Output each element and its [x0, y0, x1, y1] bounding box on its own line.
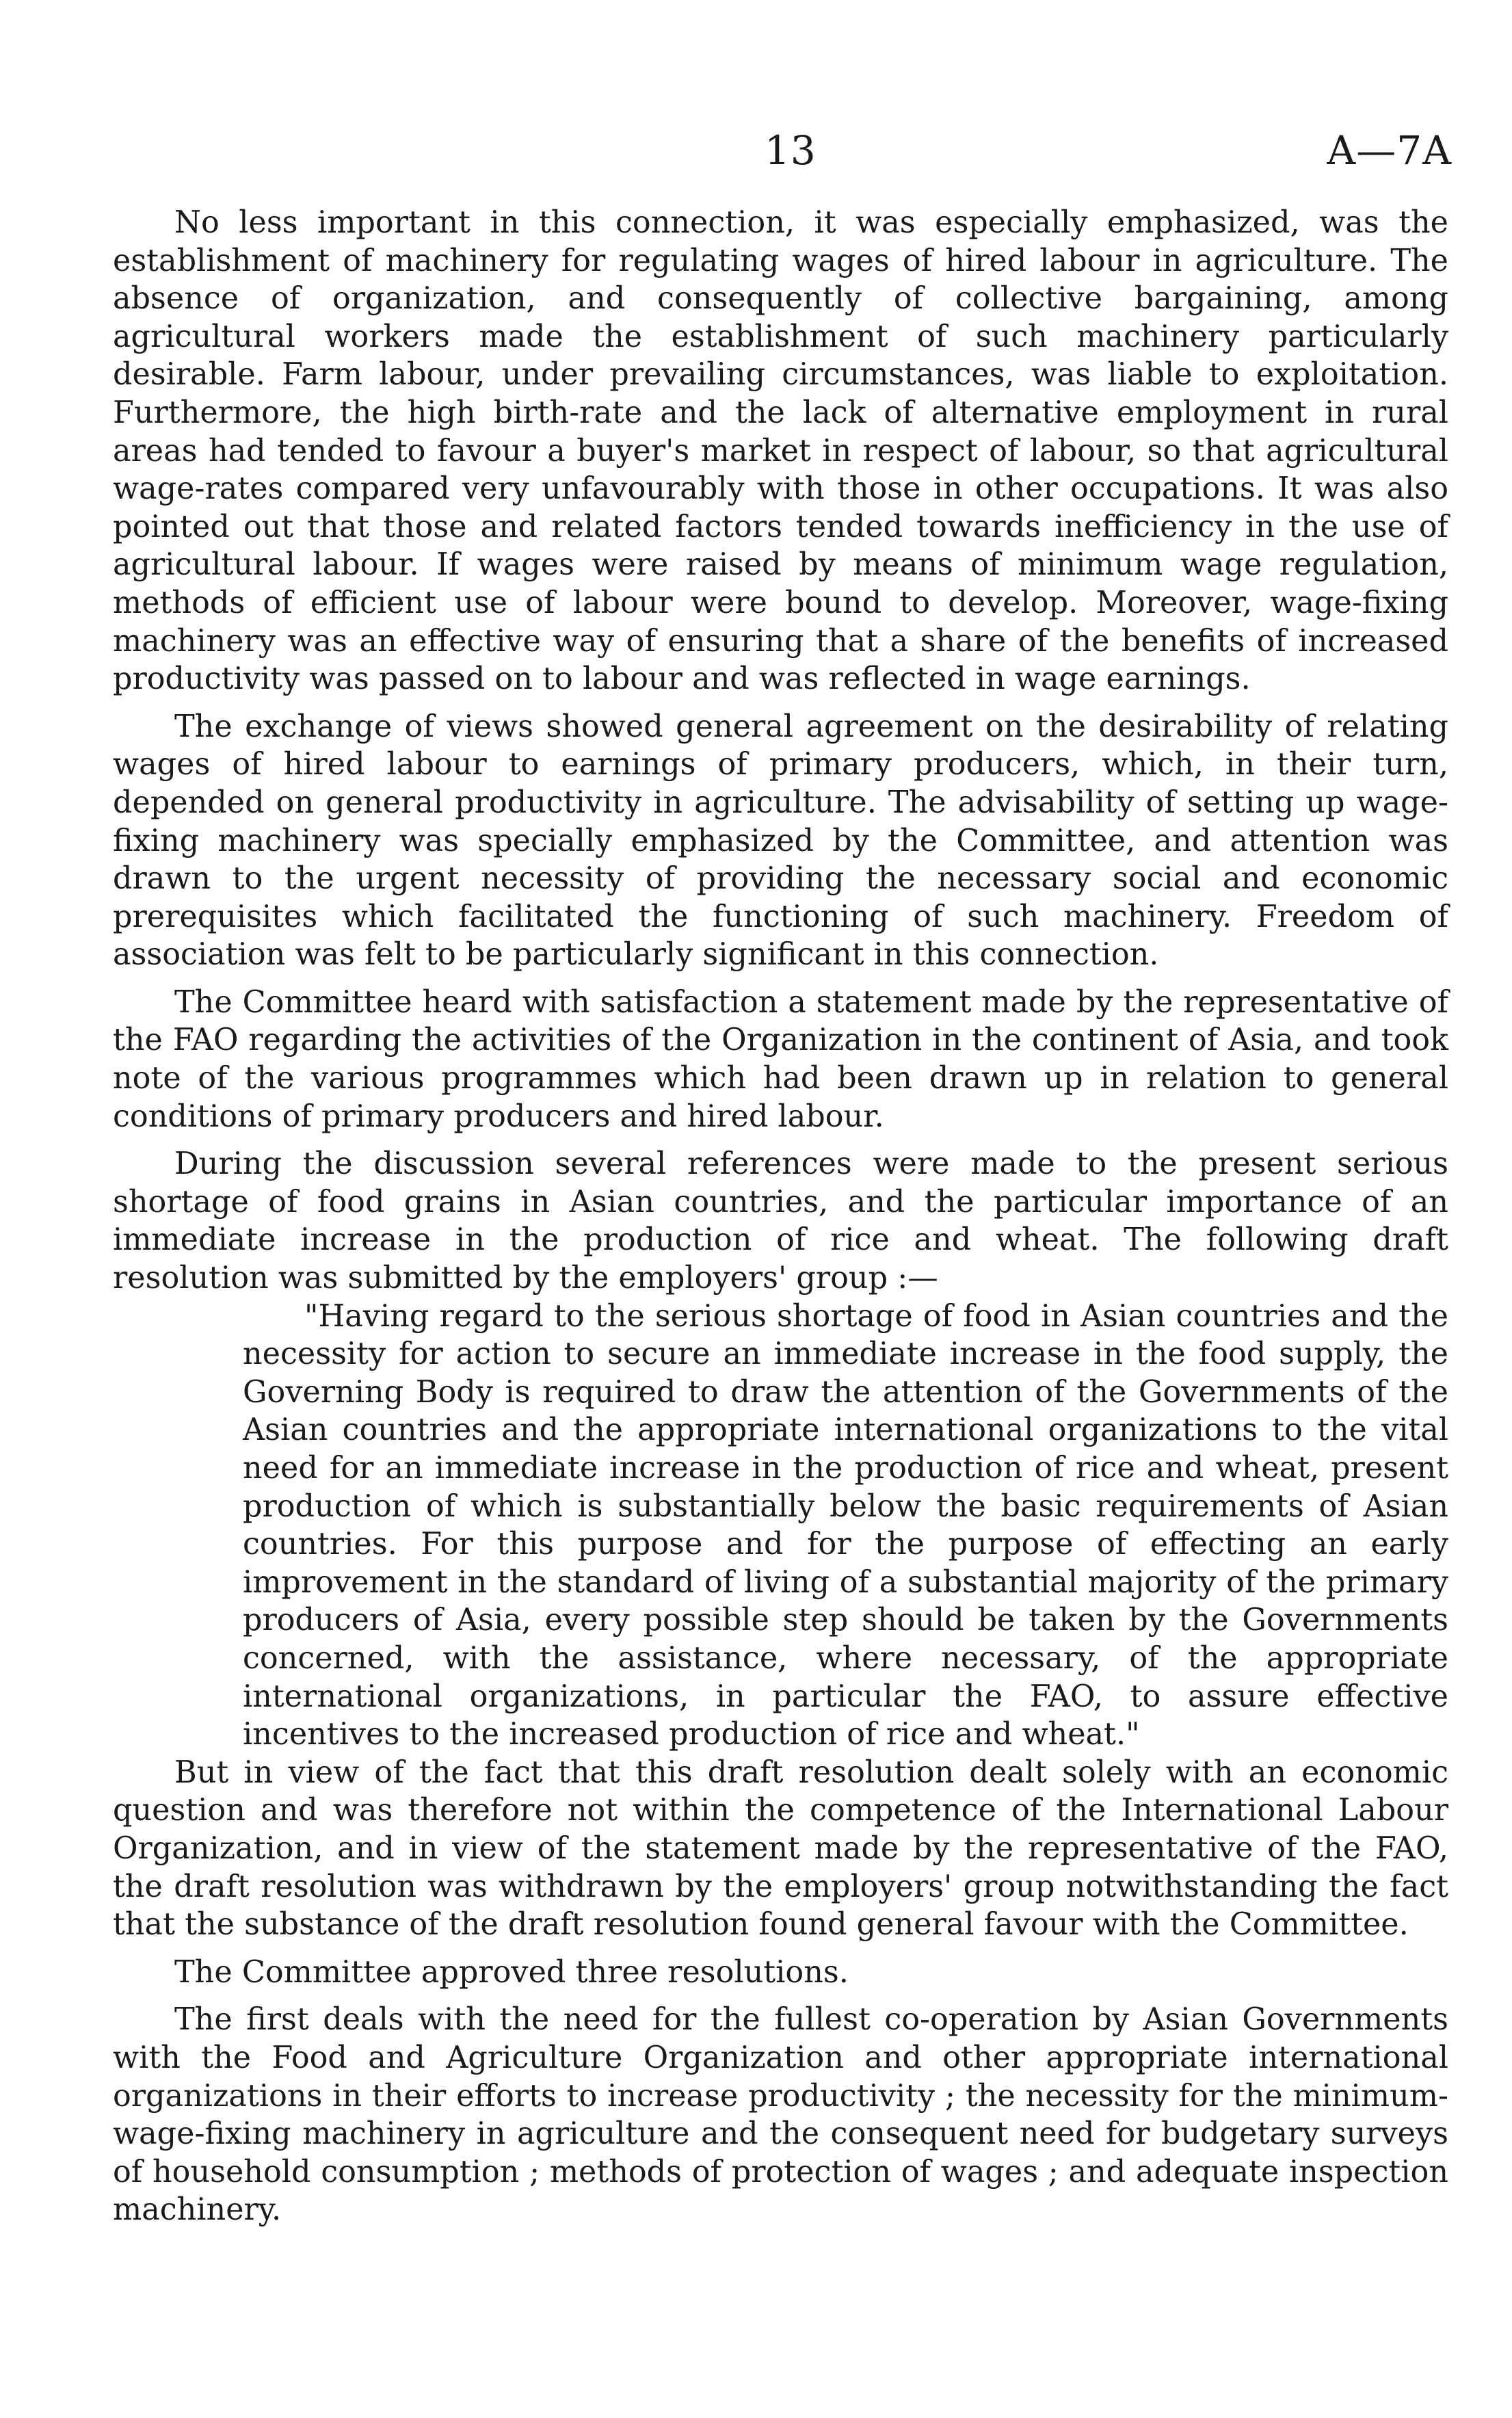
document-body — [113, 204, 1448, 2229]
draft-resolution-quote: "Having regard to the serious shortage of food in Asian countries and the necessity for action to secure an immediate increase in the food supply, the Governing Body is required to draw the attention of the Governments of the Asian countries and the appropriate international organizations to the vital need for an immediate increase in the production of rice and wheat, present production of which is substantially below the basic requirements of Asian countries. For this purpose and for the purpose of effecting an early improvement in the standard of living of a substantial majority of the primary producers of Asia, every possible step should be taken by the Governments concerned, with the assistance, where necessary, of the appropriate international organizations, in particular the FAO, to assure effective incentives to the increased production of rice and wheat." — [243, 1298, 1448, 1752]
paragraph-resolution-withdrawn: But in view of the fact that this draft resolution dealt solely with an economic question and was therefore not within the competence of the International Labour Organization, and in view of the statement made by the representative of the FAO, the draft resolution was withdrawn by the employers' group notwithstanding the fact that the substance of the draft resolution found general favour with the Committee. — [113, 1755, 1448, 1943]
paragraph-fao-statement: The Committee heard with satisfaction a statement made by the representative of the FAO regarding the activities of the Organization in the continent of Asia, and took note of the various programmes which had been drawn up in relation to general conditions of primary producers and hired labour. — [113, 984, 1448, 1134]
paragraph-three-resolutions: The Committee approved three resolutions. — [174, 1954, 849, 1990]
paragraph-first-resolution: The first deals with the need for the fullest co-operation by Asian Governments with the Food and Agriculture Organization and other appropriate international organizations in their efforts to increase productivity ; the necessity for the minimum-wage-fixing machinery in agriculture and the consequent need for budgetary surveys of household consumption ; methods of protection of wages ; and adequate inspection machinery. — [113, 2002, 1448, 2228]
document-code: A—7A — [1327, 127, 1452, 174]
paragraph-food-shortage: During the discussion several references were made to the present serious shortage of food grains in Asian countries, and the particular importance of an immediate increase in the production of rice and wheat. The following draft resolution was submitted by the employers' group :— — [113, 1146, 1448, 1296]
paragraph-wage-machinery: No less important in this connection, it was especially emphasized, was the establishment of machinery for regulating wages of hired labour in agriculture. The absence of organization, and consequently of collective bargaining, among agricultural workers made the establishment of such machinery particularly desirable. Farm labour, under prevailing circumstances, was liable to exploitation. Furthermore, the high birth-rate and the lack of alternative employment in rural areas had tended to favour a buyer's market in respect of labour, so that agricultural wage-rates compared very unfavourably with those in other occupations. It was also pointed out that those and related factors tended towards inefficiency in the use of agricultural labour. If wages were raised by means of minimum wage regulation, methods of efficient use of labour were bound to develop. Moreover, wage-fixing machinery was an effective way of ensuring that a share of the benefits of increased productivity was passed on to labour and was reflected in wage earnings. — [113, 205, 1448, 697]
page-header — [0, 127, 1512, 175]
paragraph-exchange-of-views: The exchange of views showed general agreement on the desirability of relating wages of hired labour to earnings of primary producers, which, in their turn, depended on general productivity in agriculture. The advisability of setting up wage-fixing machinery was specially emphasized by the Committee, and attention was drawn to the urgent necessity of providing the necessary social and economic prerequisites which facilitated the functioning of such machinery. Freedom of association was felt to be particularly significant in this connection. — [113, 709, 1448, 973]
page-number: 13 — [765, 127, 817, 174]
